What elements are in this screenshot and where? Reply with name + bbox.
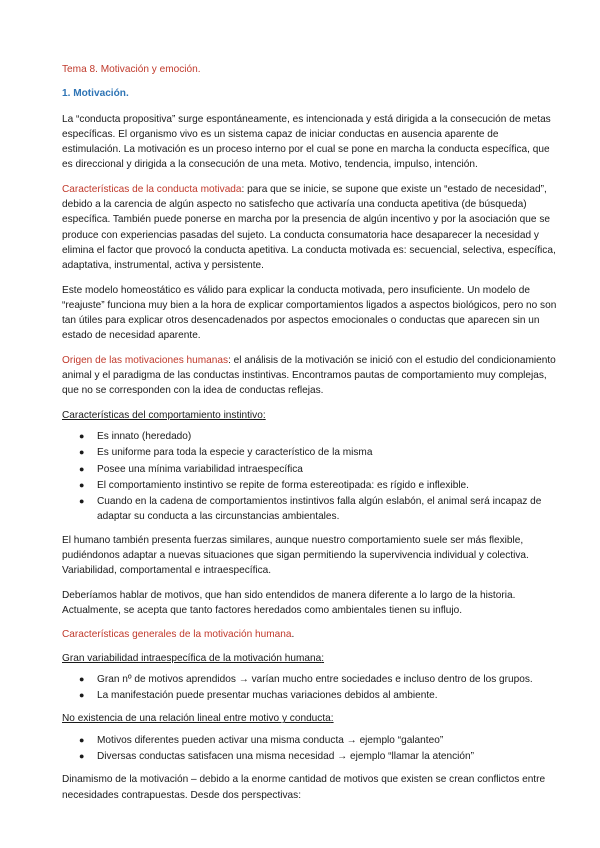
list-item xyxy=(62,749,560,764)
origen-text: : el análisis de la motivación se inició con el estudio del condicionamiento animal y el paradigma de las conductas instintivas. Encontramos pautas de comportamiento muy complejas, que no se corresponden con la idea de conductas reflejas. xyxy=(62,354,556,397)
relacion-list xyxy=(62,733,560,765)
list-item xyxy=(62,494,560,525)
relacion-heading-text: No existencia de una relación lineal entre motivo y conducta xyxy=(62,713,331,725)
instintivo-heading-suffix: : xyxy=(262,409,266,421)
generales-heading-text: Características generales de la motivación humana xyxy=(62,629,292,641)
list-item-text: Es innato (heredado) xyxy=(97,430,192,442)
list-item xyxy=(62,733,560,748)
bullet-icon: ● xyxy=(79,750,85,761)
variabilidad-heading xyxy=(62,651,560,666)
list-item xyxy=(62,478,560,493)
list-item-text: Diversas conductas satisfacen una misma necesidad → ejemplo “llamar la atención” xyxy=(97,750,475,762)
list-item-text: Es uniforme para toda la especie y característico de la misma xyxy=(97,447,373,459)
bullet-icon: ● xyxy=(79,734,85,745)
paragraph-dinamismo: Dinamismo de la motivación – debido a la enorme cantidad de motivos que existen se crean conflictos entre necesidades contrapuestas. Desde dos perspectivas: xyxy=(62,774,546,801)
list-item-text: La manifestación puede presentar muchas variaciones debidos al ambiente. xyxy=(97,690,438,702)
instintivo-heading xyxy=(62,408,560,423)
list-item xyxy=(62,672,560,687)
list-item xyxy=(62,429,560,444)
list-item-text: El comportamiento instintivo se repite de forma estereotipada: es rígido e inflexible. xyxy=(97,479,469,491)
list-item-text: Gran nº de motivos aprendidos → varían mucho entre sociedades e incluso dentro de los grupos. xyxy=(97,673,533,685)
relacion-heading-suffix: : xyxy=(330,713,334,725)
paragraph-caracteristicas xyxy=(62,182,560,274)
caracteristicas-label: Características de la conducta motivada xyxy=(62,183,242,195)
paragraph-motivos: Deberíamos hablar de motivos, que han sido entendidos de manera diferente a lo largo de la historia. Actualmente, se acepta que tanto factores heredados como ambientales tienen su influjo. xyxy=(62,589,516,616)
paragraph-intro: La “conducta propositiva” surge espontáneamente, es intencionada y está dirigida a la consecución de metas específicas. El organismo vivo es un sistema capaz de iniciar conductas en ausencia aparente de estimulación. La motivación es un proceso interno por el cual se pone en marcha la conducta específica, que es direccional y dirigida a la consecución de una meta. Motivo, tendencia, impulso, intención. xyxy=(62,113,551,171)
list-item xyxy=(62,688,560,703)
list-item xyxy=(62,445,560,460)
bullet-icon: ● xyxy=(79,496,85,507)
document-title: Tema 8. Motivación y emoción. xyxy=(62,64,201,75)
bullet-icon: ● xyxy=(79,463,85,474)
bullet-icon: ● xyxy=(79,673,85,684)
paragraph-humano: El humano también presenta fuerzas similares, aunque nuestro comportamiento suele ser más flexible, pudiéndonos adaptar a nuevas situaciones que sigan permitiendo la supervivencia individual y colectiva. Variabilidad, comportamental e intraespecífica. xyxy=(62,534,529,577)
list-item-text: Motivos diferentes pueden activar una misma conducta → ejemplo “galanteo” xyxy=(97,734,444,746)
variabilidad-heading-text: Gran variabilidad intraespecífica de la motivación humana xyxy=(62,652,322,664)
instintivo-heading-text: Características del comportamiento instintivo xyxy=(62,409,263,421)
paragraph-modelo: Este modelo homeostático es válido para explicar la conducta motivada, pero insuficiente. Un modelo de “reajuste” funciona muy bien a la hora de explicar comportamientos ligados a aspectos biológicos, pero no son tan útiles para explicar otros desencadenados por aspectos emocionales o conductas que aparecen sin un estado de necesidad aparente. xyxy=(62,284,557,342)
paragraph-origen xyxy=(62,353,560,399)
relacion-heading xyxy=(62,711,560,726)
generales-heading xyxy=(62,627,560,642)
bullet-icon: ● xyxy=(79,430,85,441)
instintivo-list xyxy=(62,429,560,525)
variabilidad-heading-suffix: : xyxy=(321,652,325,664)
bullet-icon: ● xyxy=(79,447,85,458)
bullet-icon: ● xyxy=(79,479,85,490)
list-item xyxy=(62,462,560,477)
bullet-icon: ● xyxy=(79,690,85,701)
list-item-text: Posee una mínima variabilidad intraespecífica xyxy=(97,463,303,475)
section-heading-motivacion: 1. Motivación. xyxy=(62,88,129,100)
list-item-text: Cuando en la cadena de comportamientos instintivos falla algún eslabón, el animal será incapaz de adaptar su conducta a las circunstancias ambientales. xyxy=(97,496,542,523)
variabilidad-list xyxy=(62,672,560,704)
generales-heading-suffix: . xyxy=(291,629,295,641)
origen-label: Origen de las motivaciones humanas xyxy=(62,354,229,366)
caracteristicas-text: : para que se inicie, se supone que existe un “estado de necesidad”, debido a la carencia de algún aspecto no satisfecho que activaría una conducta apetitiva (de búsqueda) específica. También puede ponerse en marcha por la presencia de algún incentivo y por la asociación que se produce con experiencias pasadas del sujeto. La conducta consumatoria hace desaparecer la necesidad y elimina el factor que provocó la conducta apetitiva. La conducta motivada es: secuencial, selectiva, específica, adaptativa, instrumental, activa y persistente. xyxy=(62,183,556,272)
